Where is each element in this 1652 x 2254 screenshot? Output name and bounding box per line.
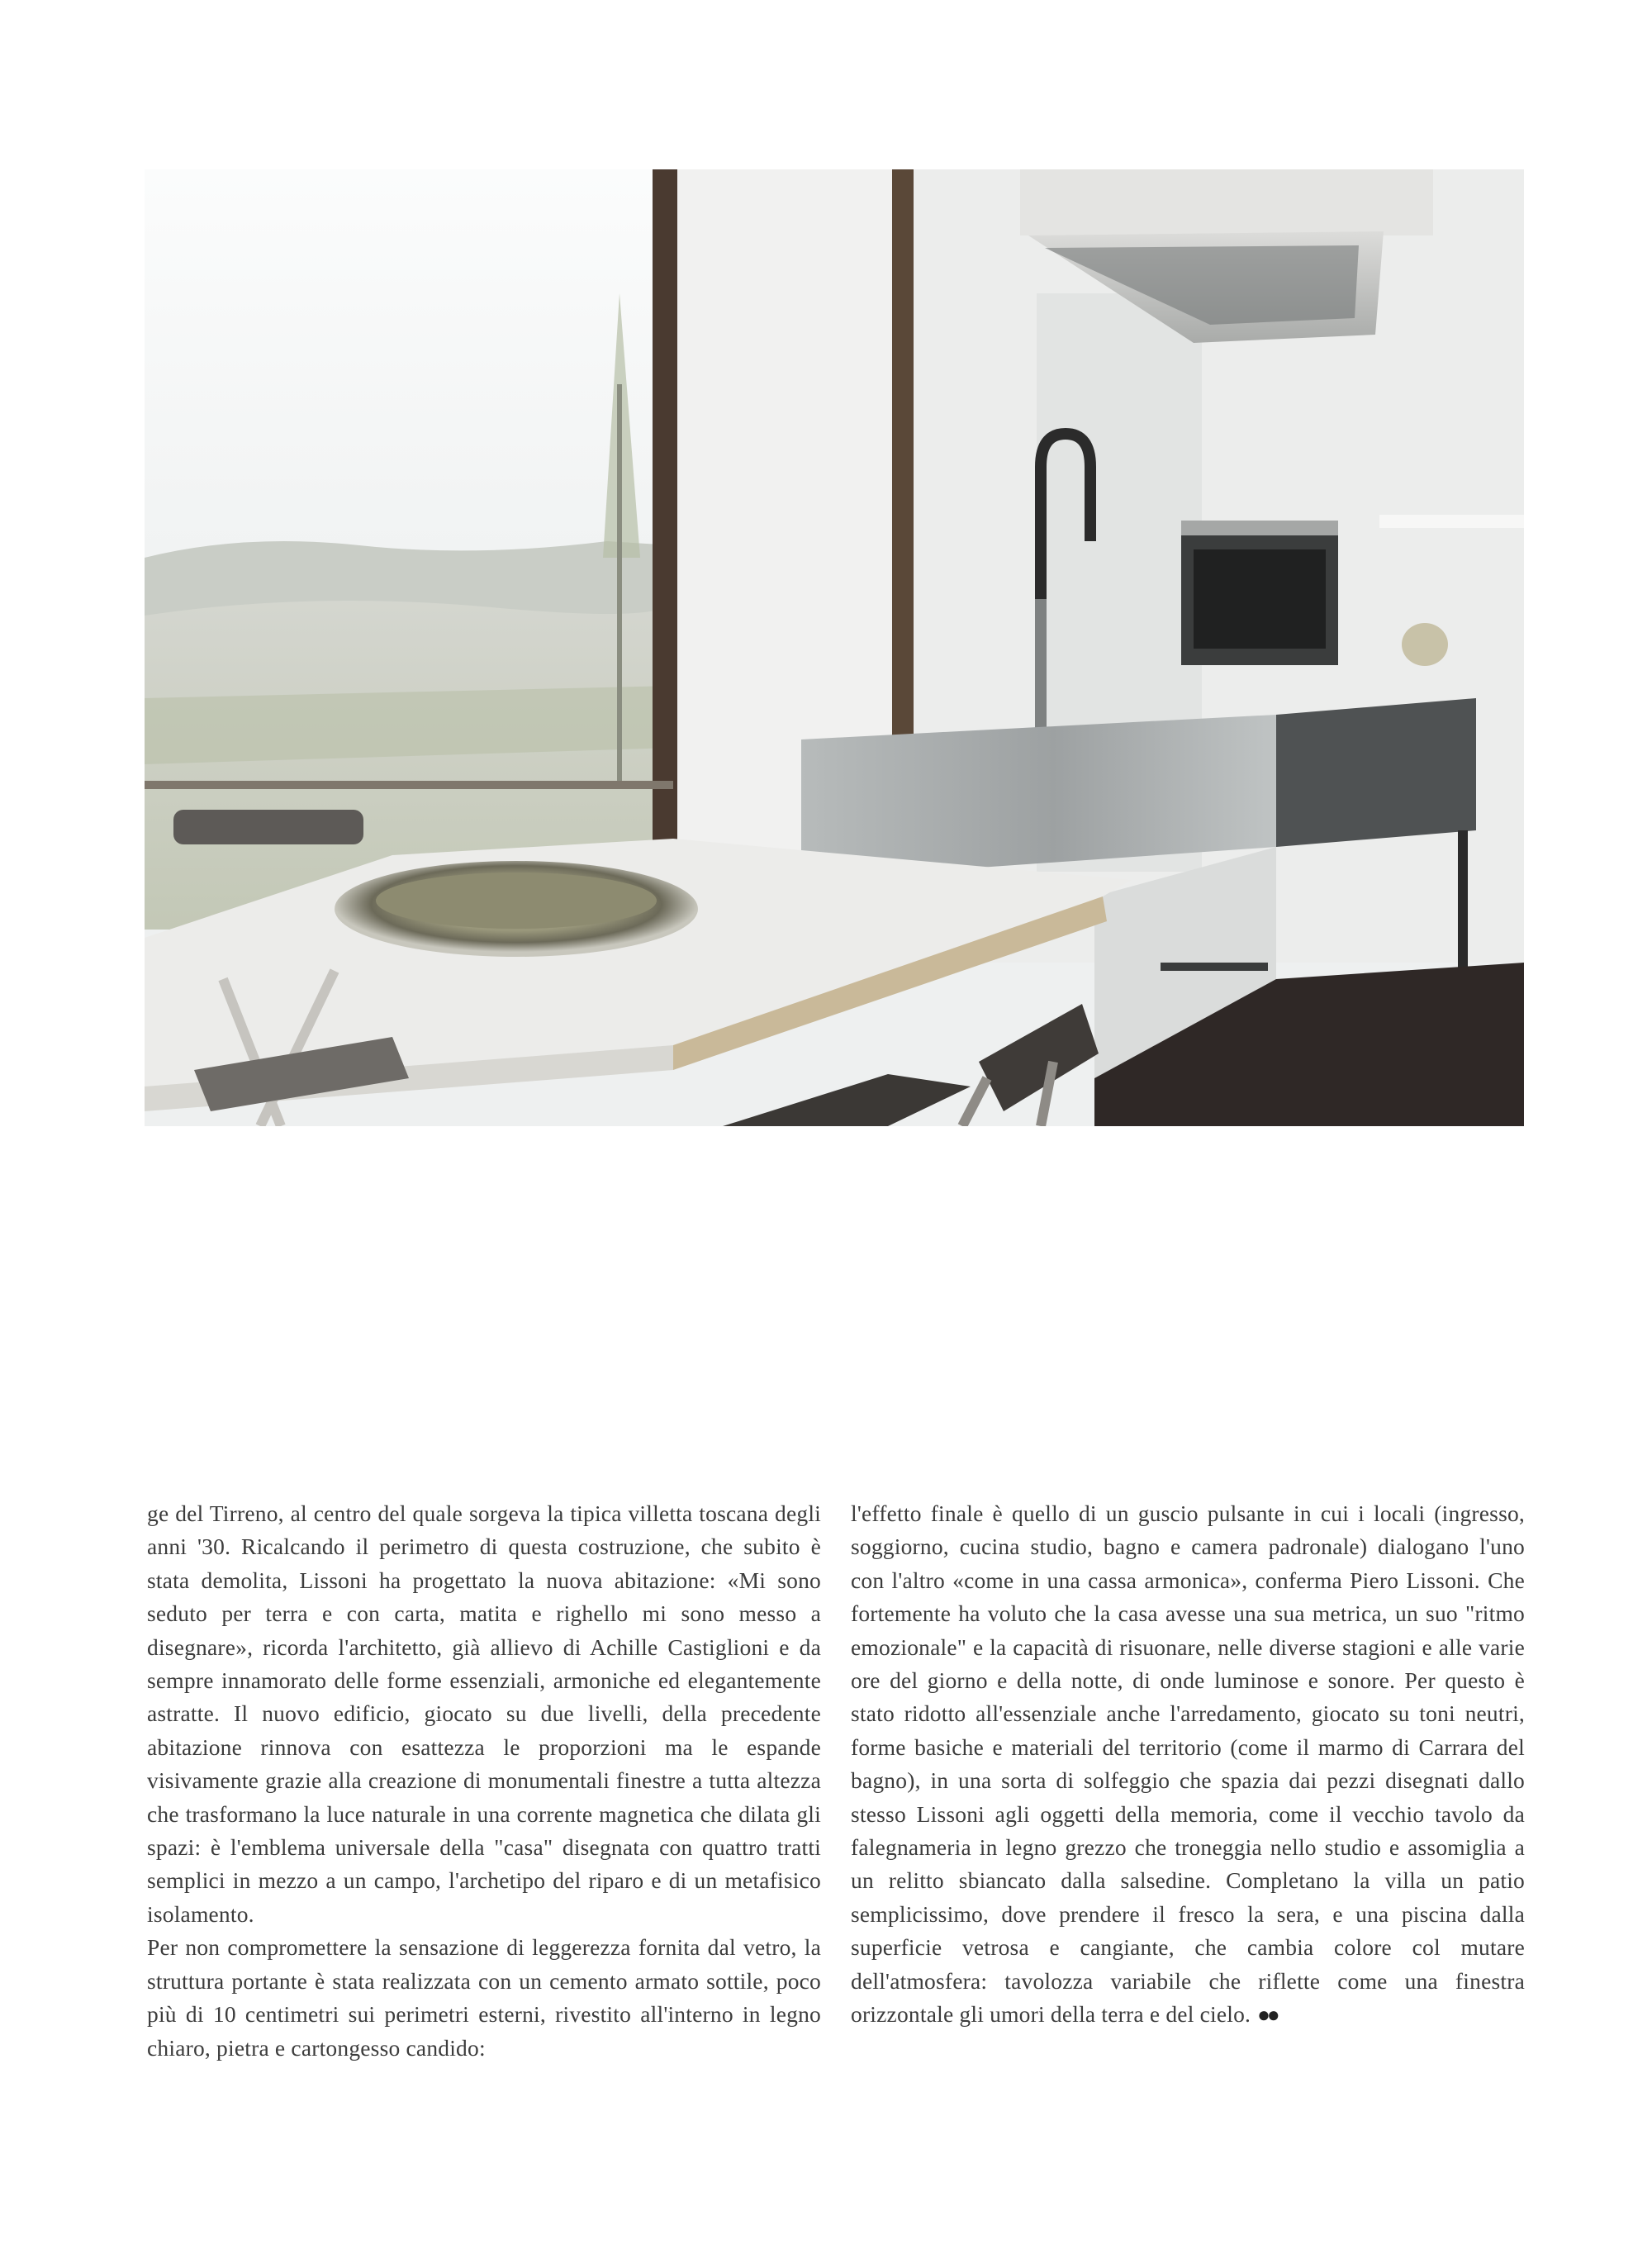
kitchen-photo (145, 169, 1524, 1126)
article-right-column (851, 1497, 1525, 2033)
article-left-column (147, 1497, 821, 2065)
left-paragraph-2: Per non compromettere la sensazione di leggerezza fornita dal vetro, la struttura portante è stata realizzata con un cemento armato sottile, poco più di 10 centimetri sui perimetri esterni, rivestito all'interno in legno chiaro, pietra e cartongesso candido: (147, 1934, 821, 2061)
kitchen-photo-illustration (145, 169, 1524, 1126)
right-paragraph-1 (851, 1497, 1525, 2033)
left-paragraph-1: ge del Tirreno, al centro del quale sorgeva la tipica villetta toscana degli anni '30. Ricalcando il perimetro di questa costruzione, che subito è stata demolita, Lissoni ha progettato la nuova abitazione: «Mi sono seduto per terra e con carta, matita e righello mi sono messo a disegnare», ricorda l'architetto, già allievo di Achille Castiglioni e da sempre innamorato delle forme essenziali, armoniche ed elegantemente astratte. Il nuovo edificio, giocato su due livelli, della precedente abitazione rinnova con esattezza le proporzioni ma le espande visivamente grazie alla creazione di monumentali finestre a tutta altezza che trasformano la luce naturale in una corrente magnetica che dilata gli spazi: è l'emblema universale della "casa" disegnata con quattro tratti semplici in mezzo a un campo, l'archetipo del riparo e di un metafisico isolamento. (147, 1500, 821, 1927)
article-end-mark: ●● (1257, 2003, 1277, 2028)
right-paragraph-text: l'effetto finale è quello di un guscio pulsante in cui i locali (ingresso, soggiorno, cucina studio, bagno e camera padronale) dialogano l'uno con l'altro «come in una cassa armonica», conferma Piero Lissoni. Che fortemente ha voluto che la casa avesse una sua metrica, un suo "ritmo emozionale" e la capacità di risuonare, nelle diverse stagioni e alle varie ore del giorno e della notte, di onde luminose e sonore. Per questo è stato ridotto all'essenziale anche l'arredamento, giocato su toni neutri, forme basiche e materiali del territorio (come il marmo di Carrara del bagno), in una sorta di solfeggio che spazia dai pezzi disegnati dallo stesso Lissoni agli oggetti della memoria, come il vecchio tavolo da falegnameria in legno grezzo che troneggia nello studio e assomiglia a un relitto sbiancato dalla salsedine. Completano la villa un patio semplicissimo, dove prendere il fresco la sera, e una piscina dalla superficie vetrosa e cangiante, che cambia colore col mutare dell'atmosfera: tavolozza variabile che riflette come una finestra orizzontale gli umori della terra e del cielo. (851, 1500, 1525, 2028)
